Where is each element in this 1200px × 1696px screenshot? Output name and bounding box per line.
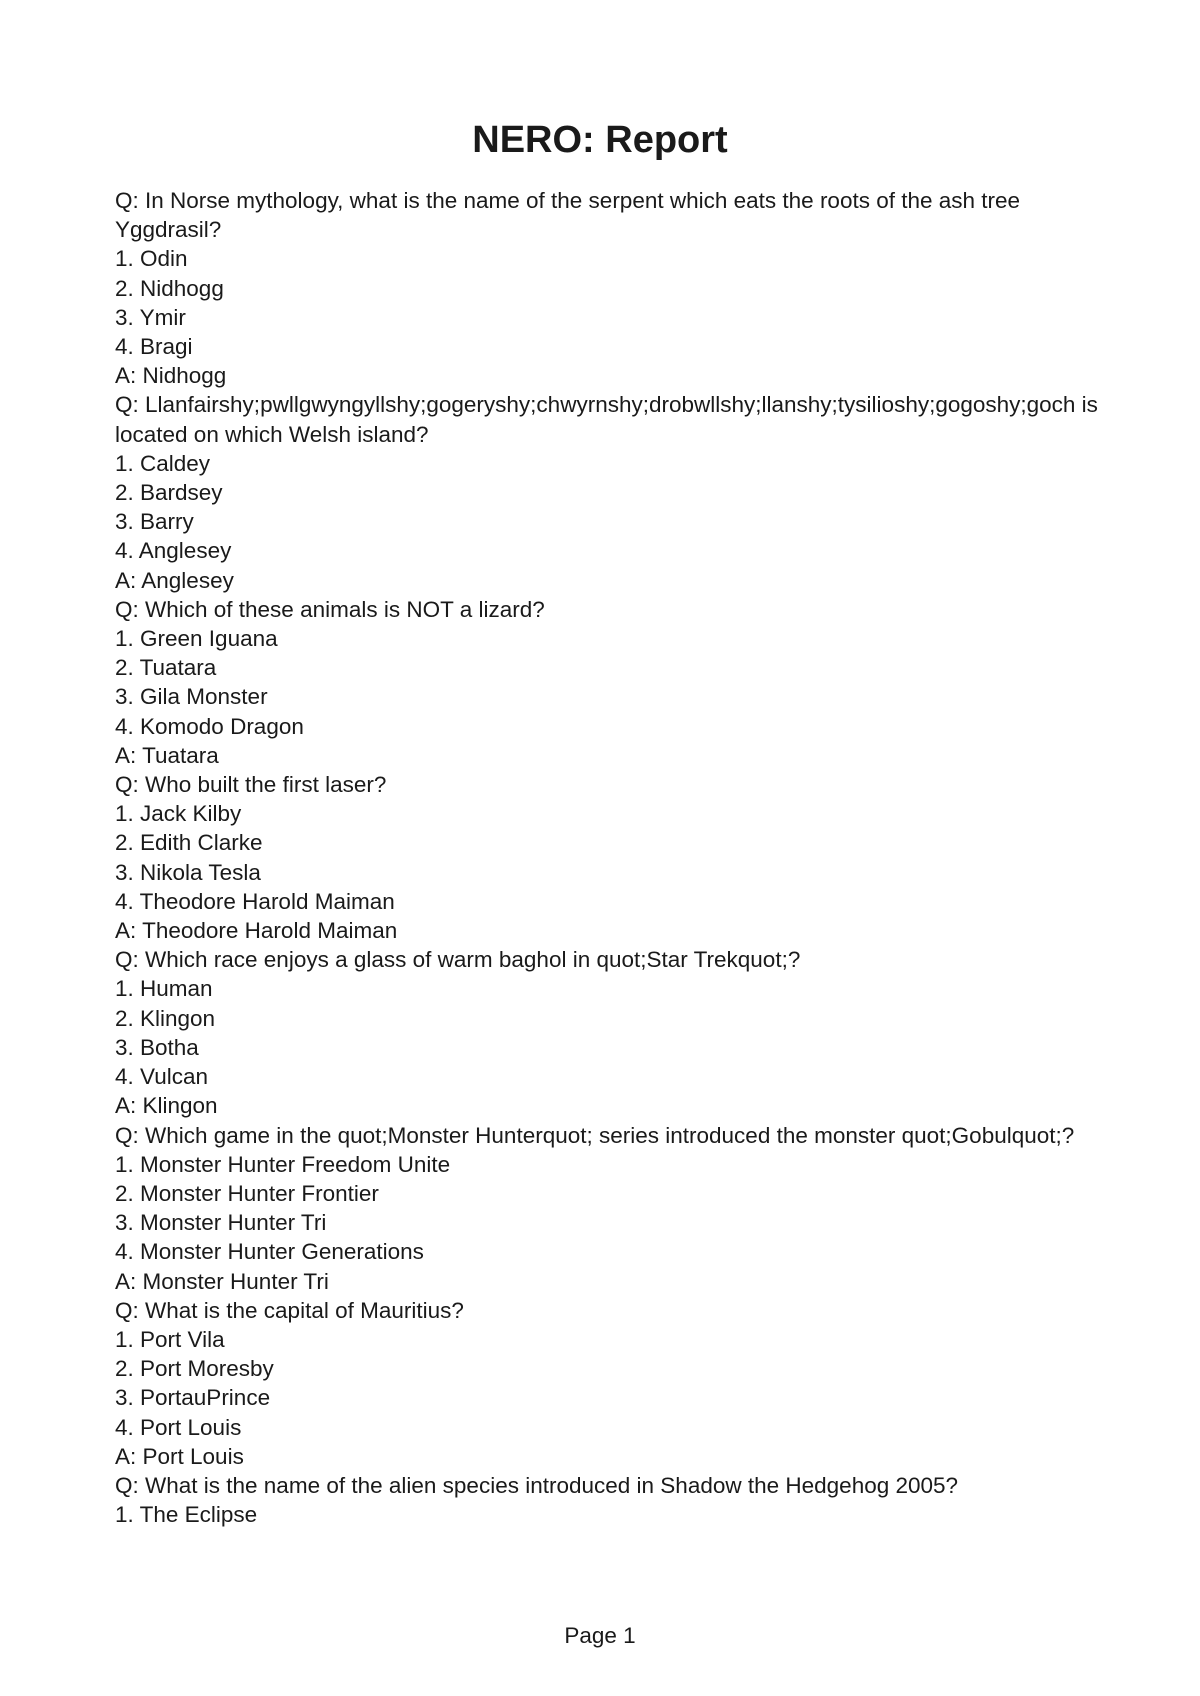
answer-option: 2. Klingon [115, 1005, 216, 1031]
answer-option: 3. PortauPrince [115, 1385, 271, 1411]
answer-option: 2. Port Moresby [115, 1356, 274, 1382]
answer-option: 1. Jack Kilby [115, 801, 242, 827]
correct-answer: A: Nidhogg [115, 363, 227, 389]
answer-option: 1. Monster Hunter Freedom Unite [115, 1151, 451, 1177]
question-text: Q: What is the name of the alien species introduced in Shadow the Hedgehog 2005? [115, 1472, 959, 1498]
question-text: Q: Who built the first laser? [115, 772, 387, 798]
answer-option: 4. Anglesey [115, 538, 232, 564]
answer-option: 2. Nidhogg [115, 275, 224, 301]
answer-option: 3. Ymir [115, 304, 186, 330]
page-number: Page 1 [564, 1623, 636, 1648]
question-text: Q: Which of these animals is NOT a lizard? [115, 596, 545, 622]
correct-answer: A: Port Louis [115, 1443, 244, 1469]
answer-option: 3. Gila Monster [115, 684, 268, 710]
answer-option: 1. Port Vila [115, 1326, 225, 1352]
correct-answer: A: Anglesey [115, 567, 234, 593]
answer-option: 1. The Eclipse [115, 1502, 258, 1528]
question-block [115, 770, 1125, 945]
answer-option: 4. Bragi [115, 334, 193, 360]
correct-answer: A: Klingon [115, 1093, 218, 1119]
question-block [115, 186, 1125, 390]
question-block [115, 1121, 1125, 1296]
answer-option: 4. Monster Hunter Generations [115, 1239, 424, 1265]
question-text: Q: Which race enjoys a glass of warm baghol in quot;Star Trekquot;? [115, 947, 801, 973]
question-block [115, 390, 1125, 594]
answer-option: 1. Green Iguana [115, 626, 278, 652]
correct-answer: A: Monster Hunter Tri [115, 1268, 329, 1294]
question-text: Q: In Norse mythology, what is the name of the serpent which eats the roots of the ash tree Yggdrasil? [115, 188, 1021, 243]
question-block [115, 595, 1125, 770]
answer-option: 4. Vulcan [115, 1064, 208, 1090]
answer-option: 3. Nikola Tesla [115, 859, 261, 885]
answer-option: 3. Botha [115, 1034, 199, 1060]
question-block [115, 945, 1125, 1120]
question-block [115, 1471, 1125, 1529]
question-list [115, 186, 1125, 1529]
question-text: Q: Llanfairshy;pwllgwyngyllshy;gogeryshy;chwyrnshy;drobwllshy;llanshy;tysilioshy;gogoshy;goch is located on which Welsh island? [115, 392, 1098, 447]
correct-answer: A: Tuatara [115, 742, 219, 768]
correct-answer: A: Theodore Harold Maiman [115, 918, 398, 944]
answer-option: 1. Caldey [115, 450, 211, 476]
answer-option: 2. Bardsey [115, 480, 223, 506]
answer-option: 1. Human [115, 976, 213, 1002]
answer-option: 2. Monster Hunter Frontier [115, 1180, 379, 1206]
answer-option: 4. Port Louis [115, 1414, 242, 1440]
document-title: NERO: Report [472, 119, 728, 161]
answer-option: 3. Barry [115, 509, 194, 535]
answer-option: 4. Theodore Harold Maiman [115, 888, 395, 914]
question-text: Q: Which game in the quot;Monster Hunterquot; series introduced the monster quot;Gobulquot;? [115, 1122, 1075, 1148]
answer-option: 1. Odin [115, 246, 188, 272]
answer-option: 2. Tuatara [115, 655, 217, 681]
question-text: Q: What is the capital of Mauritius? [115, 1297, 464, 1323]
answer-option: 2. Edith Clarke [115, 830, 263, 856]
question-block [115, 1296, 1125, 1471]
answer-option: 3. Monster Hunter Tri [115, 1210, 327, 1236]
answer-option: 4. Komodo Dragon [115, 713, 304, 739]
